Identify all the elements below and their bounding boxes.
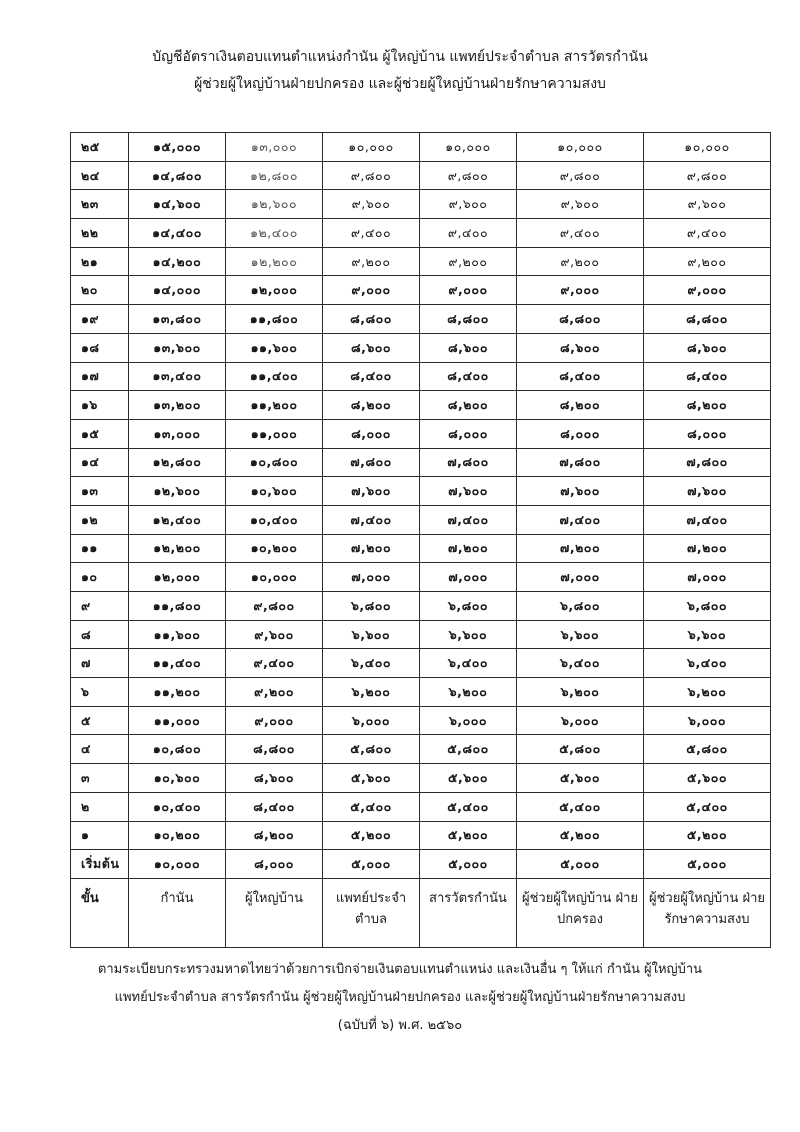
step-cell: ๑๘ bbox=[71, 333, 129, 362]
table-row bbox=[71, 821, 771, 850]
rate-cell: ๗,๐๐๐ bbox=[323, 563, 420, 592]
rate-cell: ๕,๐๐๐ bbox=[420, 850, 517, 879]
rate-cell: ๙,๒๐๐ bbox=[644, 247, 771, 276]
rate-cell: ๖,๘๐๐ bbox=[644, 592, 771, 621]
rate-cell: ๑๒,๔๐๐ bbox=[226, 219, 323, 248]
rate-cell: ๗,๖๐๐ bbox=[644, 477, 771, 506]
rate-cell: ๘,๐๐๐ bbox=[644, 419, 771, 448]
step-cell: ๑๔ bbox=[71, 448, 129, 477]
rate-cell: ๖,๖๐๐ bbox=[517, 620, 644, 649]
rate-cell: ๘,๔๐๐ bbox=[420, 362, 517, 391]
column-header: ผู้ใหญ่บ้าน bbox=[226, 878, 323, 947]
column-header: ผู้ช่วยผู้ใหญ่บ้าน ฝ่ายรักษาความสงบ bbox=[644, 878, 771, 947]
rate-cell: ๗,๒๐๐ bbox=[420, 534, 517, 563]
table-row bbox=[71, 362, 771, 391]
rate-cell: ๕,๔๐๐ bbox=[644, 792, 771, 821]
rate-cell: ๗,๐๐๐ bbox=[517, 563, 644, 592]
rate-cell: ๑๐,๒๐๐ bbox=[129, 821, 226, 850]
rate-cell: ๘,๖๐๐ bbox=[323, 333, 420, 362]
rate-cell: ๘,๒๐๐ bbox=[517, 391, 644, 420]
rate-cell: ๙,๔๐๐ bbox=[517, 219, 644, 248]
table-row bbox=[71, 649, 771, 678]
rate-cell: ๖,๒๐๐ bbox=[323, 678, 420, 707]
rate-cell: ๕,๖๐๐ bbox=[517, 764, 644, 793]
rate-cell: ๙,๘๐๐ bbox=[644, 161, 771, 190]
step-cell: ๑๗ bbox=[71, 362, 129, 391]
rate-cell: ๑๐,๐๐๐ bbox=[517, 133, 644, 162]
step-cell: ๑๕ bbox=[71, 419, 129, 448]
step-cell: ๑๓ bbox=[71, 477, 129, 506]
rate-cell: ๘,๔๐๐ bbox=[323, 362, 420, 391]
footer-note-line-3: (ฉบับที่ ๖) พ.ศ. ๒๕๖๐ bbox=[337, 1018, 463, 1033]
rate-cell: ๖,๔๐๐ bbox=[644, 649, 771, 678]
table-header-row bbox=[71, 878, 771, 947]
step-cell: ๑๑ bbox=[71, 534, 129, 563]
rate-cell: ๗,๘๐๐ bbox=[644, 448, 771, 477]
rate-cell: ๑๓,๐๐๐ bbox=[129, 419, 226, 448]
rate-cell: ๑๔,๖๐๐ bbox=[129, 190, 226, 219]
table-row bbox=[71, 276, 771, 305]
rate-cell: ๗,๒๐๐ bbox=[323, 534, 420, 563]
table-row bbox=[71, 391, 771, 420]
step-cell: ๑๖ bbox=[71, 391, 129, 420]
step-cell: ๒๔ bbox=[71, 161, 129, 190]
rate-cell: ๗,๐๐๐ bbox=[420, 563, 517, 592]
rate-cell: ๗,๔๐๐ bbox=[517, 505, 644, 534]
rate-cell: ๘,๖๐๐ bbox=[420, 333, 517, 362]
step-cell: เริ่มต้น bbox=[71, 850, 129, 879]
footer-note-line-1: ตามระเบียบกระทรวงมหาดไทยว่าด้วยการเบิกจ่ายเงินตอบแทนตำแหน่ง และเงินอื่น ๆ ให้แก่ กำนัน ผู้ใหญ่บ้าน bbox=[97, 962, 703, 977]
rate-cell: ๑๐,๔๐๐ bbox=[226, 505, 323, 534]
table-row bbox=[71, 477, 771, 506]
step-cell: ๗ bbox=[71, 649, 129, 678]
step-cell: ๒๓ bbox=[71, 190, 129, 219]
rate-cell: ๘,๒๐๐ bbox=[644, 391, 771, 420]
rate-cell: ๑๑,๐๐๐ bbox=[226, 419, 323, 448]
rate-cell: ๗,๘๐๐ bbox=[517, 448, 644, 477]
rate-cell: ๘,๘๐๐ bbox=[323, 305, 420, 334]
rate-cell: ๑๑,๖๐๐ bbox=[226, 333, 323, 362]
rate-cell: ๕,๘๐๐ bbox=[323, 735, 420, 764]
rate-cell: ๑๐,๐๐๐ bbox=[226, 563, 323, 592]
rate-cell: ๑๐,๔๐๐ bbox=[129, 792, 226, 821]
rate-cell: ๖,๐๐๐ bbox=[323, 706, 420, 735]
rate-cell: ๕,๔๐๐ bbox=[323, 792, 420, 821]
rate-cell: ๑๓,๖๐๐ bbox=[129, 333, 226, 362]
step-cell: ๖ bbox=[71, 678, 129, 707]
rate-cell: ๑๑,๒๐๐ bbox=[226, 391, 323, 420]
rate-cell: ๖,๘๐๐ bbox=[517, 592, 644, 621]
rate-cell: ๑๔,๐๐๐ bbox=[129, 276, 226, 305]
step-cell: ๒ bbox=[71, 792, 129, 821]
step-cell: ๒๕ bbox=[71, 133, 129, 162]
rate-cell: ๘,๖๐๐ bbox=[644, 333, 771, 362]
rate-cell: ๗,๘๐๐ bbox=[420, 448, 517, 477]
rate-cell: ๖,๒๐๐ bbox=[644, 678, 771, 707]
rate-cell: ๑๑,๒๐๐ bbox=[129, 678, 226, 707]
rate-cell: ๑๐,๘๐๐ bbox=[129, 735, 226, 764]
rate-cell: ๖,๘๐๐ bbox=[420, 592, 517, 621]
rate-cell: ๙,๒๐๐ bbox=[517, 247, 644, 276]
rate-cell: ๑๓,๐๐๐ bbox=[226, 133, 323, 162]
rate-cell: ๑๓,๒๐๐ bbox=[129, 391, 226, 420]
rate-cell: ๑๒,๒๐๐ bbox=[226, 247, 323, 276]
rate-cell: ๑๒,๐๐๐ bbox=[129, 563, 226, 592]
rate-cell: ๑๒,๖๐๐ bbox=[226, 190, 323, 219]
rate-cell: ๑๔,๘๐๐ bbox=[129, 161, 226, 190]
rate-cell: ๙,๖๐๐ bbox=[517, 190, 644, 219]
rate-cell: ๑๒,๔๐๐ bbox=[129, 505, 226, 534]
rate-cell: ๑๒,๐๐๐ bbox=[226, 276, 323, 305]
rate-cell: ๖,๐๐๐ bbox=[644, 706, 771, 735]
rate-cell: ๘,๖๐๐ bbox=[226, 764, 323, 793]
rate-cell: ๕,๒๐๐ bbox=[420, 821, 517, 850]
rate-cell: ๖,๖๐๐ bbox=[644, 620, 771, 649]
step-cell: ๓ bbox=[71, 764, 129, 793]
rate-cell: ๖,๐๐๐ bbox=[517, 706, 644, 735]
rate-cell: ๑๑,๔๐๐ bbox=[226, 362, 323, 391]
table-row bbox=[71, 563, 771, 592]
rate-cell: ๘,๔๐๐ bbox=[226, 792, 323, 821]
table-row bbox=[71, 161, 771, 190]
rate-cell: ๙,๐๐๐ bbox=[226, 706, 323, 735]
step-cell: ๘ bbox=[71, 620, 129, 649]
rate-cell: ๘,๔๐๐ bbox=[644, 362, 771, 391]
rate-cell: ๗,๒๐๐ bbox=[517, 534, 644, 563]
table-row bbox=[71, 534, 771, 563]
table-row bbox=[71, 448, 771, 477]
rate-cell: ๕,๖๐๐ bbox=[420, 764, 517, 793]
step-cell: ๑๒ bbox=[71, 505, 129, 534]
rate-cell: ๗,๖๐๐ bbox=[517, 477, 644, 506]
table-row bbox=[71, 592, 771, 621]
rate-cell: ๙,๐๐๐ bbox=[420, 276, 517, 305]
step-cell: ๒๐ bbox=[71, 276, 129, 305]
rate-cell: ๙,๘๐๐ bbox=[517, 161, 644, 190]
rate-cell: ๑๒,๖๐๐ bbox=[129, 477, 226, 506]
rate-cell: ๗,๔๐๐ bbox=[420, 505, 517, 534]
rate-cell: ๑๐,๐๐๐ bbox=[644, 133, 771, 162]
rate-cell: ๕,๐๐๐ bbox=[644, 850, 771, 879]
rate-cell: ๖,๘๐๐ bbox=[323, 592, 420, 621]
rate-cell: ๑๐,๐๐๐ bbox=[323, 133, 420, 162]
table-row bbox=[71, 620, 771, 649]
rate-cell: ๑๑,๖๐๐ bbox=[129, 620, 226, 649]
rate-cell: ๖,๒๐๐ bbox=[420, 678, 517, 707]
table-row bbox=[71, 850, 771, 879]
rate-cell: ๙,๔๐๐ bbox=[226, 649, 323, 678]
footer-note-line-2: แพทย์ประจำตำบล สารวัตรกำนัน ผู้ช่วยผู้ใหญ่บ้านฝ่ายปกครอง และผู้ช่วยผู้ใหญ่บ้านฝ่ายรักษาความสงบ bbox=[114, 990, 686, 1005]
rate-cell: ๑๐,๐๐๐ bbox=[129, 850, 226, 879]
rate-cell: ๘,๘๐๐ bbox=[517, 305, 644, 334]
page-title: บัญชีอัตราเงินตอบแทนตำแหน่งกำนัน ผู้ใหญ่บ้าน แพทย์ประจำตำบล สารวัตรกำนัน bbox=[152, 49, 648, 65]
rate-cell: ๘,๐๐๐ bbox=[323, 419, 420, 448]
rate-cell: ๙,๖๐๐ bbox=[226, 620, 323, 649]
rate-cell: ๙,๘๐๐ bbox=[226, 592, 323, 621]
rate-cell: ๑๐,๐๐๐ bbox=[420, 133, 517, 162]
rate-cell: ๘,๖๐๐ bbox=[517, 333, 644, 362]
rate-cell: ๖,๐๐๐ bbox=[420, 706, 517, 735]
rate-cell: ๙,๖๐๐ bbox=[420, 190, 517, 219]
page-subtitle: ผู้ช่วยผู้ใหญ่บ้านฝ่ายปกครอง และผู้ช่วยผู้ใหญ่บ้านฝ่ายรักษาความสงบ bbox=[194, 76, 606, 92]
rate-cell: ๕,๒๐๐ bbox=[323, 821, 420, 850]
rate-cell: ๕,๒๐๐ bbox=[644, 821, 771, 850]
rate-cell: ๙,๐๐๐ bbox=[644, 276, 771, 305]
column-header: ผู้ช่วยผู้ใหญ่บ้าน ฝ่ายปกครอง bbox=[517, 878, 644, 947]
rate-cell: ๙,๒๐๐ bbox=[323, 247, 420, 276]
table-row bbox=[71, 505, 771, 534]
rate-cell: ๗,๒๐๐ bbox=[644, 534, 771, 563]
rate-cell: ๗,๔๐๐ bbox=[644, 505, 771, 534]
column-header: ขั้น bbox=[71, 878, 129, 947]
rate-cell: ๕,๘๐๐ bbox=[420, 735, 517, 764]
rate-cell: ๙,๒๐๐ bbox=[420, 247, 517, 276]
rate-cell: ๑๐,๒๐๐ bbox=[226, 534, 323, 563]
table-row bbox=[71, 190, 771, 219]
table-row bbox=[71, 764, 771, 793]
table-row bbox=[71, 333, 771, 362]
rate-cell: ๗,๔๐๐ bbox=[323, 505, 420, 534]
step-cell: ๕ bbox=[71, 706, 129, 735]
step-cell: ๑ bbox=[71, 821, 129, 850]
rate-cell: ๙,๔๐๐ bbox=[644, 219, 771, 248]
rate-cell: ๙,๐๐๐ bbox=[517, 276, 644, 305]
rate-cell: ๑๓,๘๐๐ bbox=[129, 305, 226, 334]
rate-cell: ๙,๘๐๐ bbox=[323, 161, 420, 190]
rate-cell: ๙,๐๐๐ bbox=[323, 276, 420, 305]
step-cell: ๒๒ bbox=[71, 219, 129, 248]
rate-cell: ๕,๖๐๐ bbox=[323, 764, 420, 793]
column-header: กำนัน bbox=[129, 878, 226, 947]
rate-cell: ๙,๔๐๐ bbox=[420, 219, 517, 248]
rate-cell: ๕,๖๐๐ bbox=[644, 764, 771, 793]
table-row bbox=[71, 133, 771, 162]
rates-table bbox=[70, 132, 771, 948]
step-cell: ๒๑ bbox=[71, 247, 129, 276]
rate-cell: ๘,๐๐๐ bbox=[420, 419, 517, 448]
table-row bbox=[71, 305, 771, 334]
rate-cell: ๘,๐๐๐ bbox=[517, 419, 644, 448]
rate-cell: ๕,๐๐๐ bbox=[323, 850, 420, 879]
rate-cell: ๕,๔๐๐ bbox=[517, 792, 644, 821]
step-cell: ๑๐ bbox=[71, 563, 129, 592]
rate-cell: ๘,๒๐๐ bbox=[323, 391, 420, 420]
rate-cell: ๗,๘๐๐ bbox=[323, 448, 420, 477]
rate-cell: ๖,๖๐๐ bbox=[323, 620, 420, 649]
rate-cell: ๑๔,๔๐๐ bbox=[129, 219, 226, 248]
rate-cell: ๑๒,๒๐๐ bbox=[129, 534, 226, 563]
rate-cell: ๙,๘๐๐ bbox=[420, 161, 517, 190]
rate-cell: ๑๕,๐๐๐ bbox=[129, 133, 226, 162]
rate-cell: ๘,๔๐๐ bbox=[517, 362, 644, 391]
rate-cell: ๙,๒๐๐ bbox=[226, 678, 323, 707]
rate-cell: ๘,๒๐๐ bbox=[226, 821, 323, 850]
step-cell: ๑๙ bbox=[71, 305, 129, 334]
rate-cell: ๖,๔๐๐ bbox=[517, 649, 644, 678]
rate-cell: ๑๐,๖๐๐ bbox=[129, 764, 226, 793]
rate-cell: ๘,๒๐๐ bbox=[420, 391, 517, 420]
rate-cell: ๑๓,๔๐๐ bbox=[129, 362, 226, 391]
rate-cell: ๗,๖๐๐ bbox=[420, 477, 517, 506]
rate-cell: ๑๐,๖๐๐ bbox=[226, 477, 323, 506]
table-row bbox=[71, 219, 771, 248]
rate-cell: ๕,๘๐๐ bbox=[644, 735, 771, 764]
rate-cell: ๑๔,๒๐๐ bbox=[129, 247, 226, 276]
rate-cell: ๑๐,๘๐๐ bbox=[226, 448, 323, 477]
rate-cell: ๑๑,๘๐๐ bbox=[226, 305, 323, 334]
rate-cell: ๙,๖๐๐ bbox=[644, 190, 771, 219]
step-cell: ๔ bbox=[71, 735, 129, 764]
rate-cell: ๑๒,๘๐๐ bbox=[129, 448, 226, 477]
table-row bbox=[71, 247, 771, 276]
rate-cell: ๘,๘๐๐ bbox=[420, 305, 517, 334]
rate-cell: ๕,๐๐๐ bbox=[517, 850, 644, 879]
rate-cell: ๘,๘๐๐ bbox=[644, 305, 771, 334]
rate-cell: ๑๑,๘๐๐ bbox=[129, 592, 226, 621]
rate-cell: ๙,๖๐๐ bbox=[323, 190, 420, 219]
rate-cell: ๑๒,๘๐๐ bbox=[226, 161, 323, 190]
rate-cell: ๗,๐๐๐ bbox=[644, 563, 771, 592]
table-row bbox=[71, 419, 771, 448]
rate-cell: ๕,๔๐๐ bbox=[420, 792, 517, 821]
rate-cell: ๕,๘๐๐ bbox=[517, 735, 644, 764]
table-row bbox=[71, 792, 771, 821]
rate-cell: ๖,๖๐๐ bbox=[420, 620, 517, 649]
table-row bbox=[71, 678, 771, 707]
rate-cell: ๖,๒๐๐ bbox=[517, 678, 644, 707]
rate-cell: ๖,๔๐๐ bbox=[420, 649, 517, 678]
step-cell: ๙ bbox=[71, 592, 129, 621]
rate-cell: ๙,๔๐๐ bbox=[323, 219, 420, 248]
rate-cell: ๖,๔๐๐ bbox=[323, 649, 420, 678]
rate-cell: ๘,๘๐๐ bbox=[226, 735, 323, 764]
column-header: สารวัตรกำนัน bbox=[420, 878, 517, 947]
table-row bbox=[71, 735, 771, 764]
table-row bbox=[71, 706, 771, 735]
column-header: แพทย์ประจำ ตำบล bbox=[323, 878, 420, 947]
rate-cell: ๑๑,๐๐๐ bbox=[129, 706, 226, 735]
rate-cell: ๕,๒๐๐ bbox=[517, 821, 644, 850]
rate-cell: ๗,๖๐๐ bbox=[323, 477, 420, 506]
rate-cell: ๑๑,๔๐๐ bbox=[129, 649, 226, 678]
rate-cell: ๘,๐๐๐ bbox=[226, 850, 323, 879]
